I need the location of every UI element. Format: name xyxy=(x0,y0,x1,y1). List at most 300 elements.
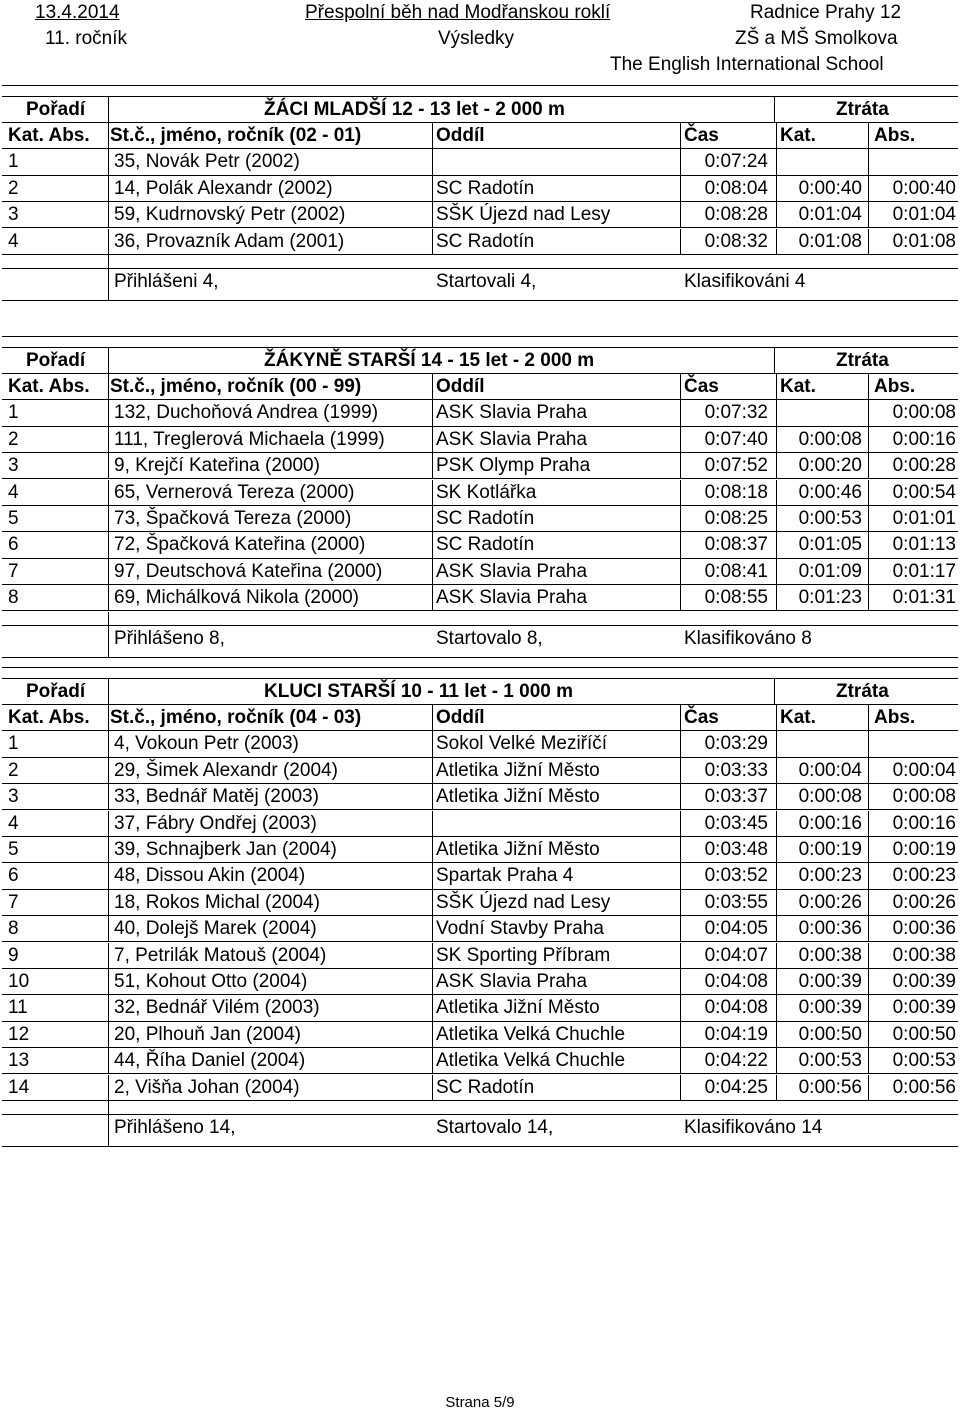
column-divider xyxy=(680,506,681,532)
registered-count: Přihlášeno 8, xyxy=(114,627,225,649)
category-title: KLUCI STARŠÍ 10 - 11 let - 1 000 m xyxy=(264,680,574,702)
spacer-row xyxy=(2,612,958,626)
kat-abs-header: Kat. Abs. xyxy=(8,706,90,728)
column-divider xyxy=(776,784,777,810)
competitor-cell: 33, Bednář Matěj (2003) xyxy=(114,786,319,808)
time-cell: 0:04:19 xyxy=(704,1023,768,1045)
column-divider xyxy=(680,916,681,942)
column-divider xyxy=(868,123,869,149)
column-divider xyxy=(776,506,777,532)
column-divider xyxy=(776,480,777,506)
column-divider xyxy=(868,943,869,969)
table-row xyxy=(2,731,958,757)
club-cell: Atletika Jižní Město xyxy=(436,838,600,860)
table-row xyxy=(2,811,958,837)
cat-loss-cell: 0:00:36 xyxy=(798,918,862,940)
rank-cell: 9 xyxy=(8,944,19,966)
column-divider xyxy=(868,585,869,611)
column-divider xyxy=(432,731,433,757)
summary-row xyxy=(2,1115,958,1147)
section-spacer xyxy=(2,85,958,97)
column-divider xyxy=(776,705,777,731)
table-row xyxy=(2,480,958,506)
table-row xyxy=(2,400,958,426)
start-number-header: St.č. xyxy=(110,706,151,728)
column-divider xyxy=(680,480,681,506)
section-spacer xyxy=(2,667,958,679)
cat-loss-cell: 0:00:04 xyxy=(798,759,862,781)
competitor-cell: 35, Novák Petr (2002) xyxy=(114,151,300,173)
club-cell: ASK Slavia Praha xyxy=(436,587,588,609)
competitor-cell: 44, Říha Daniel (2004) xyxy=(114,1050,306,1072)
column-divider xyxy=(108,480,109,506)
abs-loss-cell: 0:00:08 xyxy=(892,786,956,808)
column-divider xyxy=(868,916,869,942)
abs-loss-cell: 0:00:23 xyxy=(892,865,956,887)
column-divider xyxy=(868,176,869,202)
column-divider xyxy=(776,969,777,995)
event-title-link[interactable]: Přespolní běh nad Modřanskou roklí xyxy=(305,2,611,23)
time-cell: 0:04:25 xyxy=(704,1076,768,1098)
column-divider xyxy=(776,453,777,479)
time-cell: 0:04:05 xyxy=(704,918,768,940)
started-count: Startovali 4, xyxy=(436,270,537,292)
time-cell: 0:07:40 xyxy=(704,428,768,450)
club-cell: Atletika Jižní Město xyxy=(436,759,600,781)
cat-loss-cell: 0:00:26 xyxy=(798,891,862,913)
club-cell: SK Sporting Příbram xyxy=(436,944,611,966)
column-divider xyxy=(680,559,681,585)
column-divider xyxy=(432,1075,433,1101)
column-divider xyxy=(776,731,777,757)
competitor-cell: 132, Duchoňová Andrea (1999) xyxy=(114,402,379,424)
competitor-cell: 32, Bednář Vilém (2003) xyxy=(114,997,320,1019)
cat-loss-cell: 0:01:05 xyxy=(798,534,862,556)
table-row xyxy=(2,995,958,1021)
column-divider xyxy=(108,559,109,585)
cat-loss-cell: 0:01:09 xyxy=(798,560,862,582)
column-divider xyxy=(432,811,433,837)
column-divider xyxy=(776,176,777,202)
column-divider xyxy=(432,1022,433,1048)
column-divider xyxy=(776,890,777,916)
column-divider xyxy=(776,916,777,942)
column-divider xyxy=(868,705,869,731)
column-divider xyxy=(680,202,681,228)
column-divider xyxy=(774,679,775,705)
column-divider xyxy=(108,995,109,1021)
column-divider xyxy=(108,969,109,995)
rank-cell: 1 xyxy=(8,151,19,173)
time-cell: 0:04:22 xyxy=(704,1050,768,1072)
cat-loss-cell: 0:00:53 xyxy=(798,507,862,529)
column-divider xyxy=(680,149,681,175)
column-divider xyxy=(108,1048,109,1074)
classified-count: Klasifikováni 4 xyxy=(684,270,806,292)
name-header: , jméno, ročník (00 - 99) xyxy=(150,375,362,397)
column-divider xyxy=(868,837,869,863)
rank-cell: 6 xyxy=(8,534,19,556)
kat-abs-header: Kat. Abs. xyxy=(8,124,90,146)
table-row xyxy=(2,149,958,175)
column-divider xyxy=(432,837,433,863)
venue-text: Radnice Prahy 12 xyxy=(750,2,902,23)
time-cell: 0:08:41 xyxy=(704,560,768,582)
cat-loss-cell: 0:00:50 xyxy=(798,1023,862,1045)
column-divider xyxy=(108,400,109,426)
abs-loss-cell: 0:01:01 xyxy=(892,507,956,529)
cat-loss-cell: 0:00:08 xyxy=(798,428,862,450)
table-row xyxy=(2,969,958,995)
column-divider xyxy=(108,506,109,532)
cat-loss-cell: 0:00:56 xyxy=(798,1076,862,1098)
rank-cell: 1 xyxy=(8,733,19,755)
rank-cell: 2 xyxy=(8,759,19,781)
time-cell: 0:08:25 xyxy=(704,507,768,529)
column-header-row xyxy=(2,123,958,149)
classified-count: Klasifikováno 14 xyxy=(684,1116,823,1138)
column-divider xyxy=(432,758,433,784)
page-number: Strana 5/9 xyxy=(445,1394,515,1411)
column-divider xyxy=(776,585,777,611)
abs-loss-cell: 0:00:08 xyxy=(892,402,956,424)
column-divider xyxy=(432,123,433,149)
club-cell: Atletika Velká Chuchle xyxy=(436,1050,626,1072)
cat-loss-cell: 0:00:53 xyxy=(798,1050,862,1072)
abs-loss-cell: 0:00:53 xyxy=(892,1050,956,1072)
spacer-row xyxy=(2,255,958,269)
column-divider xyxy=(868,453,869,479)
column-divider xyxy=(680,427,681,453)
column-divider xyxy=(108,837,109,863)
competitor-cell: 65, Vernerová Tereza (2000) xyxy=(114,481,355,503)
started-count: Startovalo 8, xyxy=(436,627,543,649)
column-divider xyxy=(868,427,869,453)
abs-loss-cell: 0:00:39 xyxy=(892,997,956,1019)
column-divider xyxy=(868,969,869,995)
competitor-cell: 111, Treglerová Michaela (1999) xyxy=(114,428,385,450)
club-cell: SC Radotín xyxy=(436,534,535,556)
column-divider xyxy=(776,811,777,837)
loss-header: Ztráta xyxy=(836,98,889,120)
column-divider xyxy=(108,374,109,400)
date-link[interactable]: 13.4.2014 xyxy=(35,2,120,23)
page-header-line-3 xyxy=(0,54,960,80)
time-cell: 0:03:52 xyxy=(704,865,768,887)
section-title-row xyxy=(2,348,958,374)
column-divider xyxy=(108,811,109,837)
column-divider xyxy=(108,255,109,269)
column-divider xyxy=(868,1048,869,1074)
abs-loss-cell: 0:01:17 xyxy=(892,560,956,582)
column-divider xyxy=(680,784,681,810)
column-divider xyxy=(432,916,433,942)
table-row xyxy=(2,1075,958,1101)
column-divider xyxy=(432,705,433,731)
column-divider xyxy=(108,585,109,611)
column-divider xyxy=(776,943,777,969)
column-divider xyxy=(108,679,109,705)
column-divider xyxy=(776,1022,777,1048)
time-cell: 0:07:52 xyxy=(704,455,768,477)
abs-loss-cell: 0:00:16 xyxy=(892,812,956,834)
column-divider xyxy=(108,863,109,889)
rank-cell: 3 xyxy=(8,204,19,226)
table-row xyxy=(2,890,958,916)
club-cell: Vodní Stavby Praha xyxy=(436,918,604,940)
column-divider xyxy=(108,202,109,228)
column-divider xyxy=(432,480,433,506)
column-divider xyxy=(680,731,681,757)
rank-cell: 10 xyxy=(8,970,30,992)
column-divider xyxy=(680,995,681,1021)
column-divider xyxy=(868,1022,869,1048)
table-row xyxy=(2,176,958,202)
column-divider xyxy=(680,1048,681,1074)
column-divider xyxy=(680,1022,681,1048)
competitor-cell: 2, Višňa Johan (2004) xyxy=(114,1076,300,1098)
column-divider xyxy=(868,1075,869,1101)
column-divider xyxy=(432,943,433,969)
table-row xyxy=(2,837,958,863)
time-cell: 0:07:24 xyxy=(704,151,768,173)
kat-abs-header: Kat. Abs. xyxy=(8,375,90,397)
time-cell: 0:07:32 xyxy=(704,402,768,424)
time-cell: 0:03:29 xyxy=(704,733,768,755)
club-cell: Sokol Velké Meziříčí xyxy=(436,733,608,755)
column-divider xyxy=(680,811,681,837)
column-divider xyxy=(776,123,777,149)
table-row xyxy=(2,506,958,532)
rank-cell: 14 xyxy=(8,1076,30,1098)
club-header: Oddíl xyxy=(436,706,485,728)
table-row xyxy=(2,229,958,255)
table-row xyxy=(2,863,958,889)
page-header-line-2 xyxy=(0,28,960,54)
time-cell: 0:08:28 xyxy=(704,204,768,226)
time-cell: 0:08:32 xyxy=(704,230,768,252)
registered-count: Přihlášeni 4, xyxy=(114,270,219,292)
rank-cell: 8 xyxy=(8,918,19,940)
competitor-cell: 40, Dolejš Marek (2004) xyxy=(114,918,317,940)
abs-loss-cell: 0:00:40 xyxy=(892,177,956,199)
column-divider xyxy=(680,943,681,969)
column-divider xyxy=(868,784,869,810)
column-divider xyxy=(108,149,109,175)
cat-loss-cell: 0:00:20 xyxy=(798,455,862,477)
competitor-cell: 73, Špačková Tereza (2000) xyxy=(114,507,352,529)
cat-loss-cell: 0:00:40 xyxy=(798,177,862,199)
competitor-cell: 59, Kudrnovský Petr (2002) xyxy=(114,204,346,226)
rank-cell: 3 xyxy=(8,786,19,808)
competitor-cell: 72, Špačková Kateřina (2000) xyxy=(114,534,366,556)
column-divider xyxy=(432,532,433,558)
table-row xyxy=(2,784,958,810)
started-count: Startovalo 14, xyxy=(436,1116,554,1138)
column-divider xyxy=(108,348,109,374)
name-header: , jméno, ročník (02 - 01) xyxy=(150,124,362,146)
column-divider xyxy=(108,453,109,479)
column-divider xyxy=(868,863,869,889)
abs-loss-cell: 0:01:04 xyxy=(892,204,956,226)
column-divider xyxy=(108,731,109,757)
table-row xyxy=(2,559,958,585)
column-divider xyxy=(868,731,869,757)
column-header-row xyxy=(2,705,958,731)
abs-loss-cell: 0:00:04 xyxy=(892,759,956,781)
time-cell: 0:03:37 xyxy=(704,786,768,808)
column-divider xyxy=(868,995,869,1021)
column-divider xyxy=(108,1101,109,1115)
column-divider xyxy=(432,784,433,810)
rank-cell: 5 xyxy=(8,507,19,529)
column-divider xyxy=(432,400,433,426)
table-row xyxy=(2,202,958,228)
club-cell: SC Radotín xyxy=(436,230,535,252)
column-divider xyxy=(432,374,433,400)
club-cell: Atletika Jižní Město xyxy=(436,786,600,808)
rank-cell: 12 xyxy=(8,1023,30,1045)
column-divider xyxy=(108,97,109,123)
column-divider xyxy=(108,229,109,255)
competitor-cell: 14, Polák Alexandr (2002) xyxy=(114,177,333,199)
abs-loss-cell: 0:00:38 xyxy=(892,944,956,966)
column-divider xyxy=(108,916,109,942)
club-cell: SK Kotlářka xyxy=(436,481,537,503)
competitor-cell: 4, Vokoun Petr (2003) xyxy=(114,733,299,755)
competitor-cell: 39, Schnajberk Jan (2004) xyxy=(114,838,337,860)
column-divider xyxy=(432,202,433,228)
column-divider xyxy=(432,506,433,532)
competitor-cell: 51, Kohout Otto (2004) xyxy=(114,970,308,992)
rank-cell: 13 xyxy=(8,1050,30,1072)
abs-loss-cell: 0:00:50 xyxy=(892,1023,956,1045)
competitor-cell: 37, Fábry Ondřej (2003) xyxy=(114,812,317,834)
column-divider xyxy=(108,123,109,149)
column-divider xyxy=(432,453,433,479)
club-cell: ASK Slavia Praha xyxy=(436,970,588,992)
registered-count: Přihlášeno 14, xyxy=(114,1116,236,1138)
column-divider xyxy=(776,559,777,585)
club-cell: SŠK Újezd nad Lesy xyxy=(436,891,611,913)
club-cell: SC Radotín xyxy=(436,177,535,199)
start-number-header: St.č. xyxy=(110,375,151,397)
rank-cell: 7 xyxy=(8,891,19,913)
competitor-cell: 9, Krejčí Kateřina (2000) xyxy=(114,455,320,477)
time-header: Čas xyxy=(684,375,719,397)
time-cell: 0:08:37 xyxy=(704,534,768,556)
column-divider xyxy=(680,585,681,611)
column-divider xyxy=(432,969,433,995)
cat-loss-cell: 0:00:19 xyxy=(798,838,862,860)
summary-row xyxy=(2,269,958,301)
rank-header: Pořadí xyxy=(26,349,86,371)
school-name-2: The English International School xyxy=(610,54,884,75)
column-divider xyxy=(680,229,681,255)
rank-cell: 2 xyxy=(8,177,19,199)
column-divider xyxy=(680,969,681,995)
column-divider xyxy=(868,149,869,175)
rank-cell: 8 xyxy=(8,587,19,609)
document-type-text: Výsledky xyxy=(438,28,515,49)
club-cell: Atletika Jižní Město xyxy=(436,997,600,1019)
time-cell: 0:03:55 xyxy=(704,891,768,913)
abs-loss-cell: 0:01:08 xyxy=(892,230,956,252)
cat-loss-cell: 0:00:08 xyxy=(798,786,862,808)
column-divider xyxy=(680,400,681,426)
column-divider xyxy=(774,348,775,374)
club-header: Oddíl xyxy=(436,124,485,146)
column-divider xyxy=(680,758,681,784)
column-divider xyxy=(868,532,869,558)
column-divider xyxy=(776,400,777,426)
page-header-line-1 xyxy=(0,2,960,28)
club-cell: PSK Olymp Praha xyxy=(436,455,591,477)
club-cell: ASK Slavia Praha xyxy=(436,428,588,450)
cat-loss-header: Kat. xyxy=(780,375,816,397)
cat-loss-cell: 0:00:16 xyxy=(798,812,862,834)
column-divider xyxy=(776,995,777,1021)
category-title: ŽÁKYNĚ STARŠÍ 14 - 15 let - 2 000 m xyxy=(264,349,595,371)
time-cell: 0:08:55 xyxy=(704,587,768,609)
column-divider xyxy=(432,149,433,175)
column-divider xyxy=(776,532,777,558)
competitor-cell: 69, Michálková Nikola (2000) xyxy=(114,587,360,609)
section-title-row xyxy=(2,97,958,123)
cat-loss-cell: 0:00:46 xyxy=(798,481,862,503)
cat-loss-header: Kat. xyxy=(780,706,816,728)
rank-cell: 4 xyxy=(8,230,19,252)
section-spacer xyxy=(2,336,958,348)
competitor-cell: 97, Deutschová Kateřina (2000) xyxy=(114,560,383,582)
abs-loss-cell: 0:00:26 xyxy=(892,891,956,913)
rank-cell: 2 xyxy=(8,428,19,450)
time-cell: 0:04:08 xyxy=(704,997,768,1019)
column-header-row xyxy=(2,374,958,400)
cat-loss-header: Kat. xyxy=(780,124,816,146)
time-header: Čas xyxy=(684,124,719,146)
abs-loss-cell: 0:01:13 xyxy=(892,534,956,556)
column-divider xyxy=(774,97,775,123)
table-row xyxy=(2,532,958,558)
rank-cell: 4 xyxy=(8,481,19,503)
column-divider xyxy=(680,1075,681,1101)
column-divider xyxy=(108,890,109,916)
club-cell: Spartak Praha 4 xyxy=(436,865,574,887)
section-title-row xyxy=(2,679,958,705)
column-divider xyxy=(432,890,433,916)
column-divider xyxy=(108,705,109,731)
competitor-cell: 20, Plhouň Jan (2004) xyxy=(114,1023,301,1045)
competitor-cell: 29, Šimek Alexandr (2004) xyxy=(114,759,338,781)
column-divider xyxy=(108,943,109,969)
column-divider xyxy=(680,453,681,479)
cat-loss-cell: 0:01:08 xyxy=(798,230,862,252)
cat-loss-cell: 0:00:39 xyxy=(798,970,862,992)
column-divider xyxy=(776,374,777,400)
abs-loss-cell: 0:00:19 xyxy=(892,838,956,860)
column-divider xyxy=(680,890,681,916)
rank-cell: 6 xyxy=(8,865,19,887)
abs-loss-cell: 0:01:31 xyxy=(892,587,956,609)
column-divider xyxy=(868,202,869,228)
competitor-cell: 7, Petrilák Matouš (2004) xyxy=(114,944,327,966)
column-divider xyxy=(868,374,869,400)
column-divider xyxy=(868,480,869,506)
column-divider xyxy=(868,559,869,585)
category-title: ŽÁCI MLADŠÍ 12 - 13 let - 2 000 m xyxy=(264,98,565,120)
competitor-cell: 18, Rokos Michal (2004) xyxy=(114,891,320,913)
